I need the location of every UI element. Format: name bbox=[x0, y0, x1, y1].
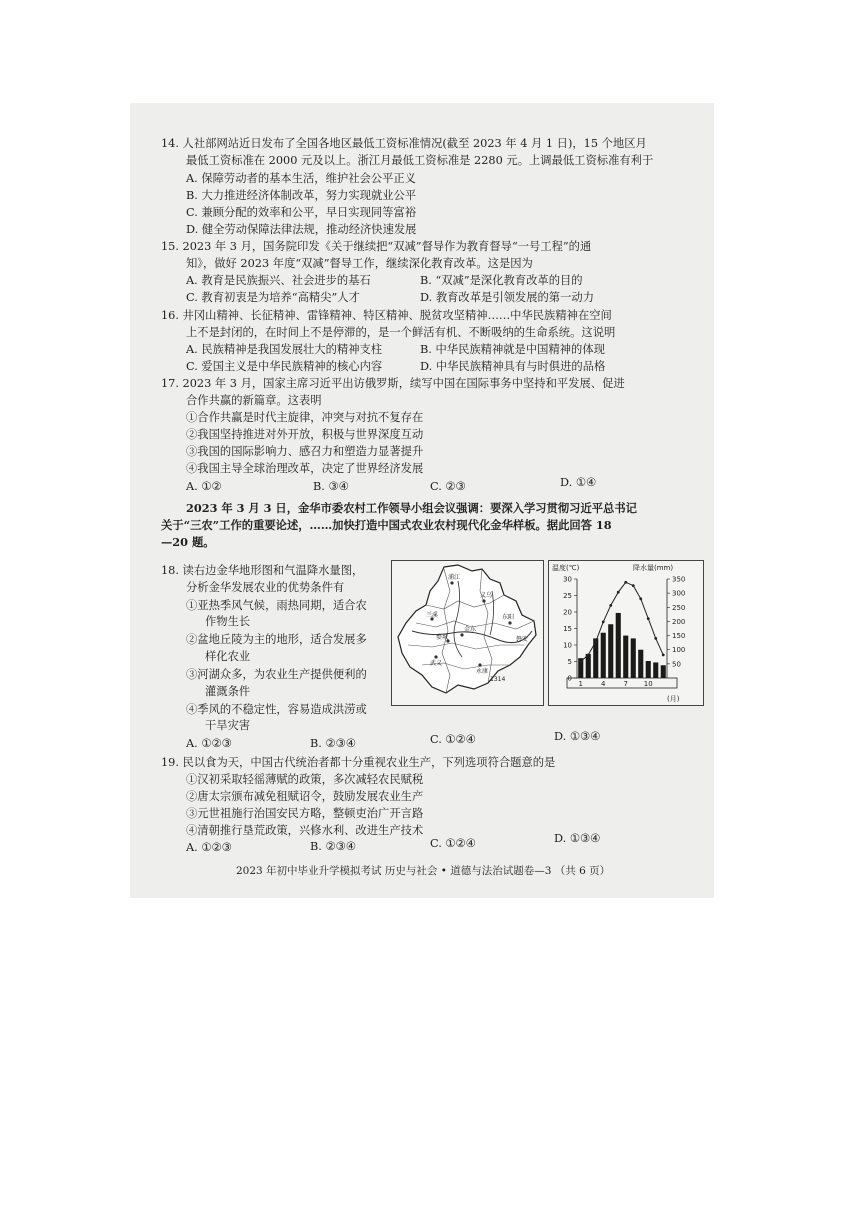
map-label-jindong: 金东 bbox=[464, 626, 477, 633]
precip-tick-label: 300 bbox=[672, 589, 686, 598]
q19-option-a: A. ①②③ bbox=[186, 841, 232, 854]
month-tick-label: 10 bbox=[643, 680, 653, 688]
map-label-elevation: 1314 bbox=[490, 676, 506, 683]
q17-stem-line1: 17. 2023 年 3 月，国家主席习近平出访俄罗斯，续写中国在国际事务中坚持和平发展、促进 bbox=[161, 377, 625, 390]
temp-tick-label: 0 bbox=[567, 674, 572, 683]
precip-tick-label: 200 bbox=[672, 617, 686, 626]
precip-axis-label: 降水量(mm) bbox=[633, 564, 674, 572]
q18-option-d: D. ①③④ bbox=[554, 730, 601, 743]
temperature-line bbox=[581, 582, 664, 661]
temperature-point bbox=[587, 654, 590, 657]
q16-stem-line1: 16. 井冈山精神、长征精神、雷锋精神、特区精神、脱贫攻坚精神……中华民族精神在空间 bbox=[161, 309, 612, 322]
precip-tick-label: 350 bbox=[672, 575, 686, 584]
precip-tick-label: 250 bbox=[672, 603, 686, 612]
q14-option-b: B. 大力推进经济体制改革，努力实现就业公平 bbox=[186, 189, 417, 202]
q17-option-c: C. ②③ bbox=[430, 480, 466, 493]
q18-stem-line1: 18. 读右边金华地形图和气温降水量图， bbox=[161, 564, 364, 577]
temp-tick-label: 25 bbox=[563, 592, 572, 600]
temperature-point bbox=[654, 637, 657, 640]
q14-option-a: A. 保障劳动者的基本生活，维护社会公平正义 bbox=[186, 172, 416, 185]
map-label-dongyang: 东阳 bbox=[502, 614, 515, 621]
precip-bar bbox=[586, 654, 591, 678]
temp-tick-label: 5 bbox=[567, 658, 572, 666]
climate-chart-svg bbox=[549, 561, 703, 705]
q15-option-b: B. “双减”是深化教育改革的目的 bbox=[420, 274, 583, 287]
terrain-map-svg bbox=[392, 561, 543, 705]
temp-tick-label: 30 bbox=[563, 575, 572, 584]
temp-tick-label: 15 bbox=[563, 625, 572, 633]
temperature-point bbox=[594, 640, 597, 643]
q18-statement-4a: ④季风的不稳定性，容易造成洪涝或 bbox=[186, 703, 367, 716]
q18-statement-3a: ③河湖众多，为农业生产提供便利的 bbox=[186, 668, 367, 681]
temp-axis-label: 温度(℃) bbox=[552, 564, 580, 572]
q19-statement-3: ③元世祖施行治国安民方略，整顿吏治广开言路 bbox=[186, 807, 424, 820]
q18-option-a: A. ①②③ bbox=[186, 737, 232, 750]
q17-statement-1: ①合作共赢是时代主旋律，冲突与对抗不复存在 bbox=[186, 411, 424, 424]
q14-stem-line2: 最低工资标准在 2000 元及以上。浙江月最低工资标准是 2280 元。上调最低工资标准有利于 bbox=[186, 154, 654, 167]
q18-option-b: B. ②③④ bbox=[310, 737, 356, 750]
temperature-point bbox=[662, 654, 665, 657]
q19-option-d: D. ①③④ bbox=[554, 832, 601, 845]
material-line1: 2023 年 3 月 3 日，金华市委农村工作领导小组会议强调：要深入学习贯彻习近平总书记 bbox=[186, 501, 637, 515]
precip-bar bbox=[638, 650, 643, 678]
precip-bar bbox=[601, 633, 606, 678]
q14-option-d: D. 健全劳动保障法律法规，推动经济快速发展 bbox=[186, 223, 417, 236]
map-label-wuyi: 武义 bbox=[430, 660, 443, 667]
q16-option-b: B. 中华民族精神就是中国精神的体现 bbox=[420, 343, 605, 356]
q17-statement-3: ③我国的国际影响力、感召力和塑造力显著提升 bbox=[186, 445, 424, 458]
temperature-point bbox=[579, 660, 582, 663]
temperature-point bbox=[617, 591, 620, 594]
q18-statement-2a: ②盆地丘陵为主的地形，适合发展多 bbox=[186, 633, 367, 646]
map-label-panan: 磐安 bbox=[516, 636, 529, 643]
month-tick-label: 4 bbox=[601, 680, 606, 688]
page-footer: 2023 年初中毕业升学模拟考试 历史与社会 • 道德与法治试题卷—3 （共 6 页） bbox=[236, 865, 611, 877]
precip-bar bbox=[646, 661, 651, 678]
map-label-wucheng: 婺城 bbox=[436, 634, 449, 641]
q17-option-b: B. ③④ bbox=[313, 480, 349, 493]
q15-stem-line2: 知》，做好 2023 年度“双减”督导工作，继续深化教育改革。这是因为 bbox=[186, 257, 533, 270]
q18-statement-1b: 作物生长 bbox=[205, 615, 251, 628]
q19-statement-4: ④清朝推行垦荒政策，兴修水利、改进生产技术 bbox=[186, 824, 424, 837]
chart-base bbox=[567, 678, 677, 688]
q19-statement-1: ①汉初采取轻徭薄赋的政策，多次减轻农民赋税 bbox=[186, 773, 424, 786]
map-label-pujiang: 浦江 bbox=[448, 574, 461, 581]
climate-chart bbox=[548, 560, 704, 706]
precip-bar bbox=[608, 624, 613, 678]
q19-option-c: C. ①②④ bbox=[430, 837, 476, 850]
temperature-point bbox=[624, 581, 627, 584]
precip-tick-label: 100 bbox=[672, 646, 686, 655]
x-axis-unit: (月) bbox=[667, 695, 680, 703]
map-label-lanxi: 兰溪 bbox=[426, 612, 439, 619]
q16-option-a: A. 民族精神是我国发展壮大的精神支柱 bbox=[186, 343, 383, 356]
material-line3: —20 题。 bbox=[161, 535, 215, 549]
q17-statement-4: ④我国主导全球治理改革，决定了世界经济发展 bbox=[186, 462, 424, 475]
q17-statement-2: ②我国坚持推进对外开放，积极与世界深度互动 bbox=[186, 428, 424, 441]
temp-tick-label: 10 bbox=[563, 641, 572, 650]
q18-statement-3b: 灌溉条件 bbox=[205, 685, 251, 698]
q15-option-d: D. 教育改革是引领发展的第一动力 bbox=[420, 291, 594, 304]
material-line2: 关于“三农”工作的重要论述，……加快打造中国式农业农村现代化金华样板。据此回答 18 bbox=[161, 518, 612, 532]
precip-bar bbox=[631, 638, 636, 678]
temp-tick-label: 20 bbox=[563, 608, 572, 617]
temperature-point bbox=[647, 617, 650, 620]
q16-option-d: D. 中华民族精神具有与时俱进的品格 bbox=[420, 360, 606, 373]
q14-stem-line1: 14. 人社部网站近日发布了全国各地区最低工资标准情况(截至 2023 年 4 月 1 日)，15 个地区月 bbox=[161, 137, 647, 150]
temperature-point bbox=[609, 604, 612, 607]
temperature-point bbox=[602, 621, 605, 624]
q18-stem-line2: 分析金华发展农业的优势条件有 bbox=[186, 581, 345, 594]
q16-option-c: C. 爱国主义是中华民族精神的核心内容 bbox=[186, 360, 383, 373]
q19-statement-2: ②唐太宗颁布减免租赋诏令，鼓励发展农业生产 bbox=[186, 790, 424, 803]
month-tick-label: 1 bbox=[578, 680, 583, 688]
precip-bar bbox=[653, 662, 658, 678]
q19-stem: 19. 民以食为天，中国古代统治者都十分重视农业生产，下列选项符合题意的是 bbox=[161, 756, 556, 769]
q16-stem-line2: 上不是封闭的，在时间上不是停滞的，是一个鲜活有机、不断吸纳的生命系统。这说明 bbox=[186, 326, 616, 339]
q18-statement-2b: 样化农业 bbox=[205, 650, 251, 663]
exam-page bbox=[130, 103, 714, 898]
precip-tick-label: 150 bbox=[672, 632, 686, 641]
q18-statement-4b: 干旱灾害 bbox=[205, 719, 251, 732]
precip-bar bbox=[623, 636, 628, 678]
q18-statement-1a: ①亚热季风气候，雨热同期，适合农 bbox=[186, 599, 367, 612]
precip-tick-label: 50 bbox=[672, 660, 681, 669]
temperature-point bbox=[639, 597, 642, 600]
month-tick-label: 7 bbox=[623, 680, 628, 688]
q15-option-a: A. 教育是民族振兴、社会进步的基石 bbox=[186, 274, 371, 287]
map-label-yongkang: 永康 bbox=[476, 668, 489, 675]
jinhua-terrain-map bbox=[391, 560, 544, 706]
precip-bar bbox=[661, 665, 666, 678]
map-label-yiwu: 义乌 bbox=[480, 592, 493, 599]
precip-bar bbox=[616, 613, 621, 678]
q15-option-c: C. 教育初衷是为培养“高精尖”人才 bbox=[186, 291, 360, 304]
temperature-point bbox=[632, 584, 635, 587]
q17-option-a: A. ①② bbox=[186, 480, 222, 493]
q15-stem-line1: 15. 2023 年 3 月，国务院印发《关于继续把“双减”督导作为教育督导“一号工程”的通 bbox=[161, 240, 592, 253]
q19-option-b: B. ②③④ bbox=[310, 840, 356, 853]
q14-option-c: C. 兼顾分配的效率和公平，早日实现同等富裕 bbox=[186, 206, 417, 219]
q17-option-d: D. ①④ bbox=[560, 476, 597, 489]
q18-option-c: C. ①②④ bbox=[430, 733, 476, 746]
q17-stem-line2: 合作共赢的新篇章。这表明 bbox=[186, 394, 322, 407]
